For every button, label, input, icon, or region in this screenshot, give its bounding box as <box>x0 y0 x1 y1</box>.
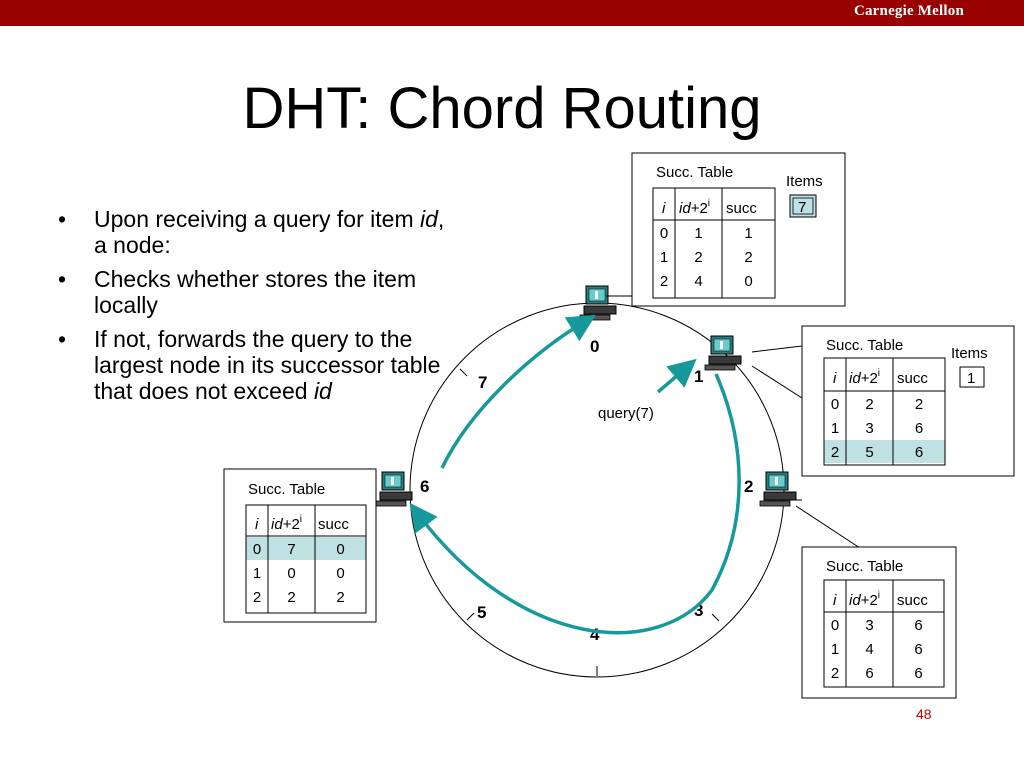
node-label-7: 7 <box>478 373 488 392</box>
callout-node-2b <box>796 506 860 548</box>
node-label-0: 0 <box>590 337 600 356</box>
table-cell: 0 <box>287 565 296 582</box>
table-cell: 6 <box>914 617 923 634</box>
succ-table-title: Succ. Table <box>248 481 326 498</box>
query-arrow <box>658 368 686 392</box>
items-label: Items <box>786 173 823 190</box>
succ-table-node-1 <box>802 326 1014 476</box>
node-label-6: 6 <box>420 477 430 496</box>
highlighted-row <box>246 537 366 560</box>
col-i: i <box>662 200 666 217</box>
table-cell: 0 <box>830 617 840 634</box>
node-label-3: 3 <box>694 601 704 620</box>
computer-icon-node-2 <box>760 472 796 506</box>
bullet-item: • Upon receiving a query for item id, a node: <box>58 206 448 258</box>
table-cell: 0 <box>830 396 840 413</box>
succ-table-title: Succ. Table <box>826 558 904 575</box>
col-succ: succ <box>897 592 928 609</box>
table-cell: 6 <box>914 444 924 461</box>
table-cell: 4 <box>865 641 874 658</box>
node-label-1: 1 <box>694 367 704 386</box>
slide-title: DHT: Chord Routing <box>242 76 762 141</box>
table-cell: 1 <box>252 565 262 582</box>
bullet-item: • Checks whether stores the item locally <box>58 266 448 318</box>
table-cell: 0 <box>744 273 753 290</box>
route-arrow-6-to-0 <box>442 322 584 468</box>
ring-tick-3 <box>712 614 719 621</box>
col-i: i <box>255 516 259 533</box>
items-label: Items <box>951 345 988 362</box>
table-cell: 1 <box>744 225 753 242</box>
table-cell: 0 <box>336 541 345 558</box>
table-cell: 2 <box>287 589 296 606</box>
table-cell: 0 <box>659 225 669 242</box>
highlighted-row <box>824 440 945 463</box>
computer-icon-node-6 <box>376 472 412 506</box>
table-cell: 5 <box>865 444 874 461</box>
table-cell: 1 <box>694 225 703 242</box>
col-i: i <box>833 370 837 387</box>
callout-node-1b <box>752 366 802 398</box>
table-cell: 6 <box>914 665 923 682</box>
items-value: 1 <box>967 370 976 387</box>
items-value: 7 <box>798 199 807 216</box>
table-cell: 2 <box>252 589 262 606</box>
succ-table-node-2 <box>802 547 956 698</box>
table-cell: 0 <box>336 565 345 582</box>
table-cell: 2 <box>336 589 345 606</box>
col-id2i: $id+2^i$ <box>849 590 881 609</box>
table-cell: 1 <box>659 249 669 266</box>
succ-table-title: Succ. Table <box>826 337 904 354</box>
table-cell: 6 <box>914 641 923 658</box>
col-i: i <box>833 592 837 609</box>
succ-table-node-6 <box>224 469 376 622</box>
table-cell: 3 <box>865 420 874 437</box>
table-cell: 2 <box>694 249 703 266</box>
carnegie-mellon-logo-text: Carnegie Mellon <box>853 3 964 19</box>
table-cell: 3 <box>865 617 874 634</box>
col-succ: succ <box>318 516 349 533</box>
callout-node-0 <box>606 238 632 296</box>
col-id2i: $id+2^i$ <box>679 198 711 217</box>
query-label: query(7) <box>598 405 654 422</box>
succ-table-title: Succ. Table <box>656 164 734 181</box>
table-cell: 2 <box>830 444 840 461</box>
ring-tick-7 <box>460 369 467 376</box>
table-cell: 2 <box>865 396 874 413</box>
succ-table-node-0 <box>632 153 845 306</box>
table-cell: 6 <box>914 420 924 437</box>
table-cell: 7 <box>287 541 296 558</box>
table-cell: 2 <box>744 249 753 266</box>
table-cell: 2 <box>914 396 924 413</box>
bullet-item: • If not, forwards the query to the largest node in its successor table that does not exceed id <box>58 326 448 404</box>
table-cell: 0 <box>252 541 262 558</box>
table-cell: 1 <box>830 641 840 658</box>
col-id2i: $id+2^i$ <box>271 514 303 533</box>
table-cell: 2 <box>830 665 840 682</box>
node-label-2: 2 <box>744 477 754 496</box>
node-label-5: 5 <box>477 603 487 622</box>
col-id2i: $id+2^i$ <box>849 368 881 387</box>
table-cell: 6 <box>865 665 874 682</box>
callout-node-1 <box>752 346 802 352</box>
table-cell: 4 <box>694 273 703 290</box>
col-succ: succ <box>726 200 757 217</box>
slide-number: 48 <box>916 706 932 722</box>
col-succ: succ <box>897 370 928 387</box>
table-cell: 1 <box>830 420 840 437</box>
route-arrow-1-to-6 <box>418 374 739 633</box>
ring-tick-5 <box>467 613 474 620</box>
table-cell: 2 <box>659 273 669 290</box>
node-label-4: 4 <box>590 625 600 644</box>
